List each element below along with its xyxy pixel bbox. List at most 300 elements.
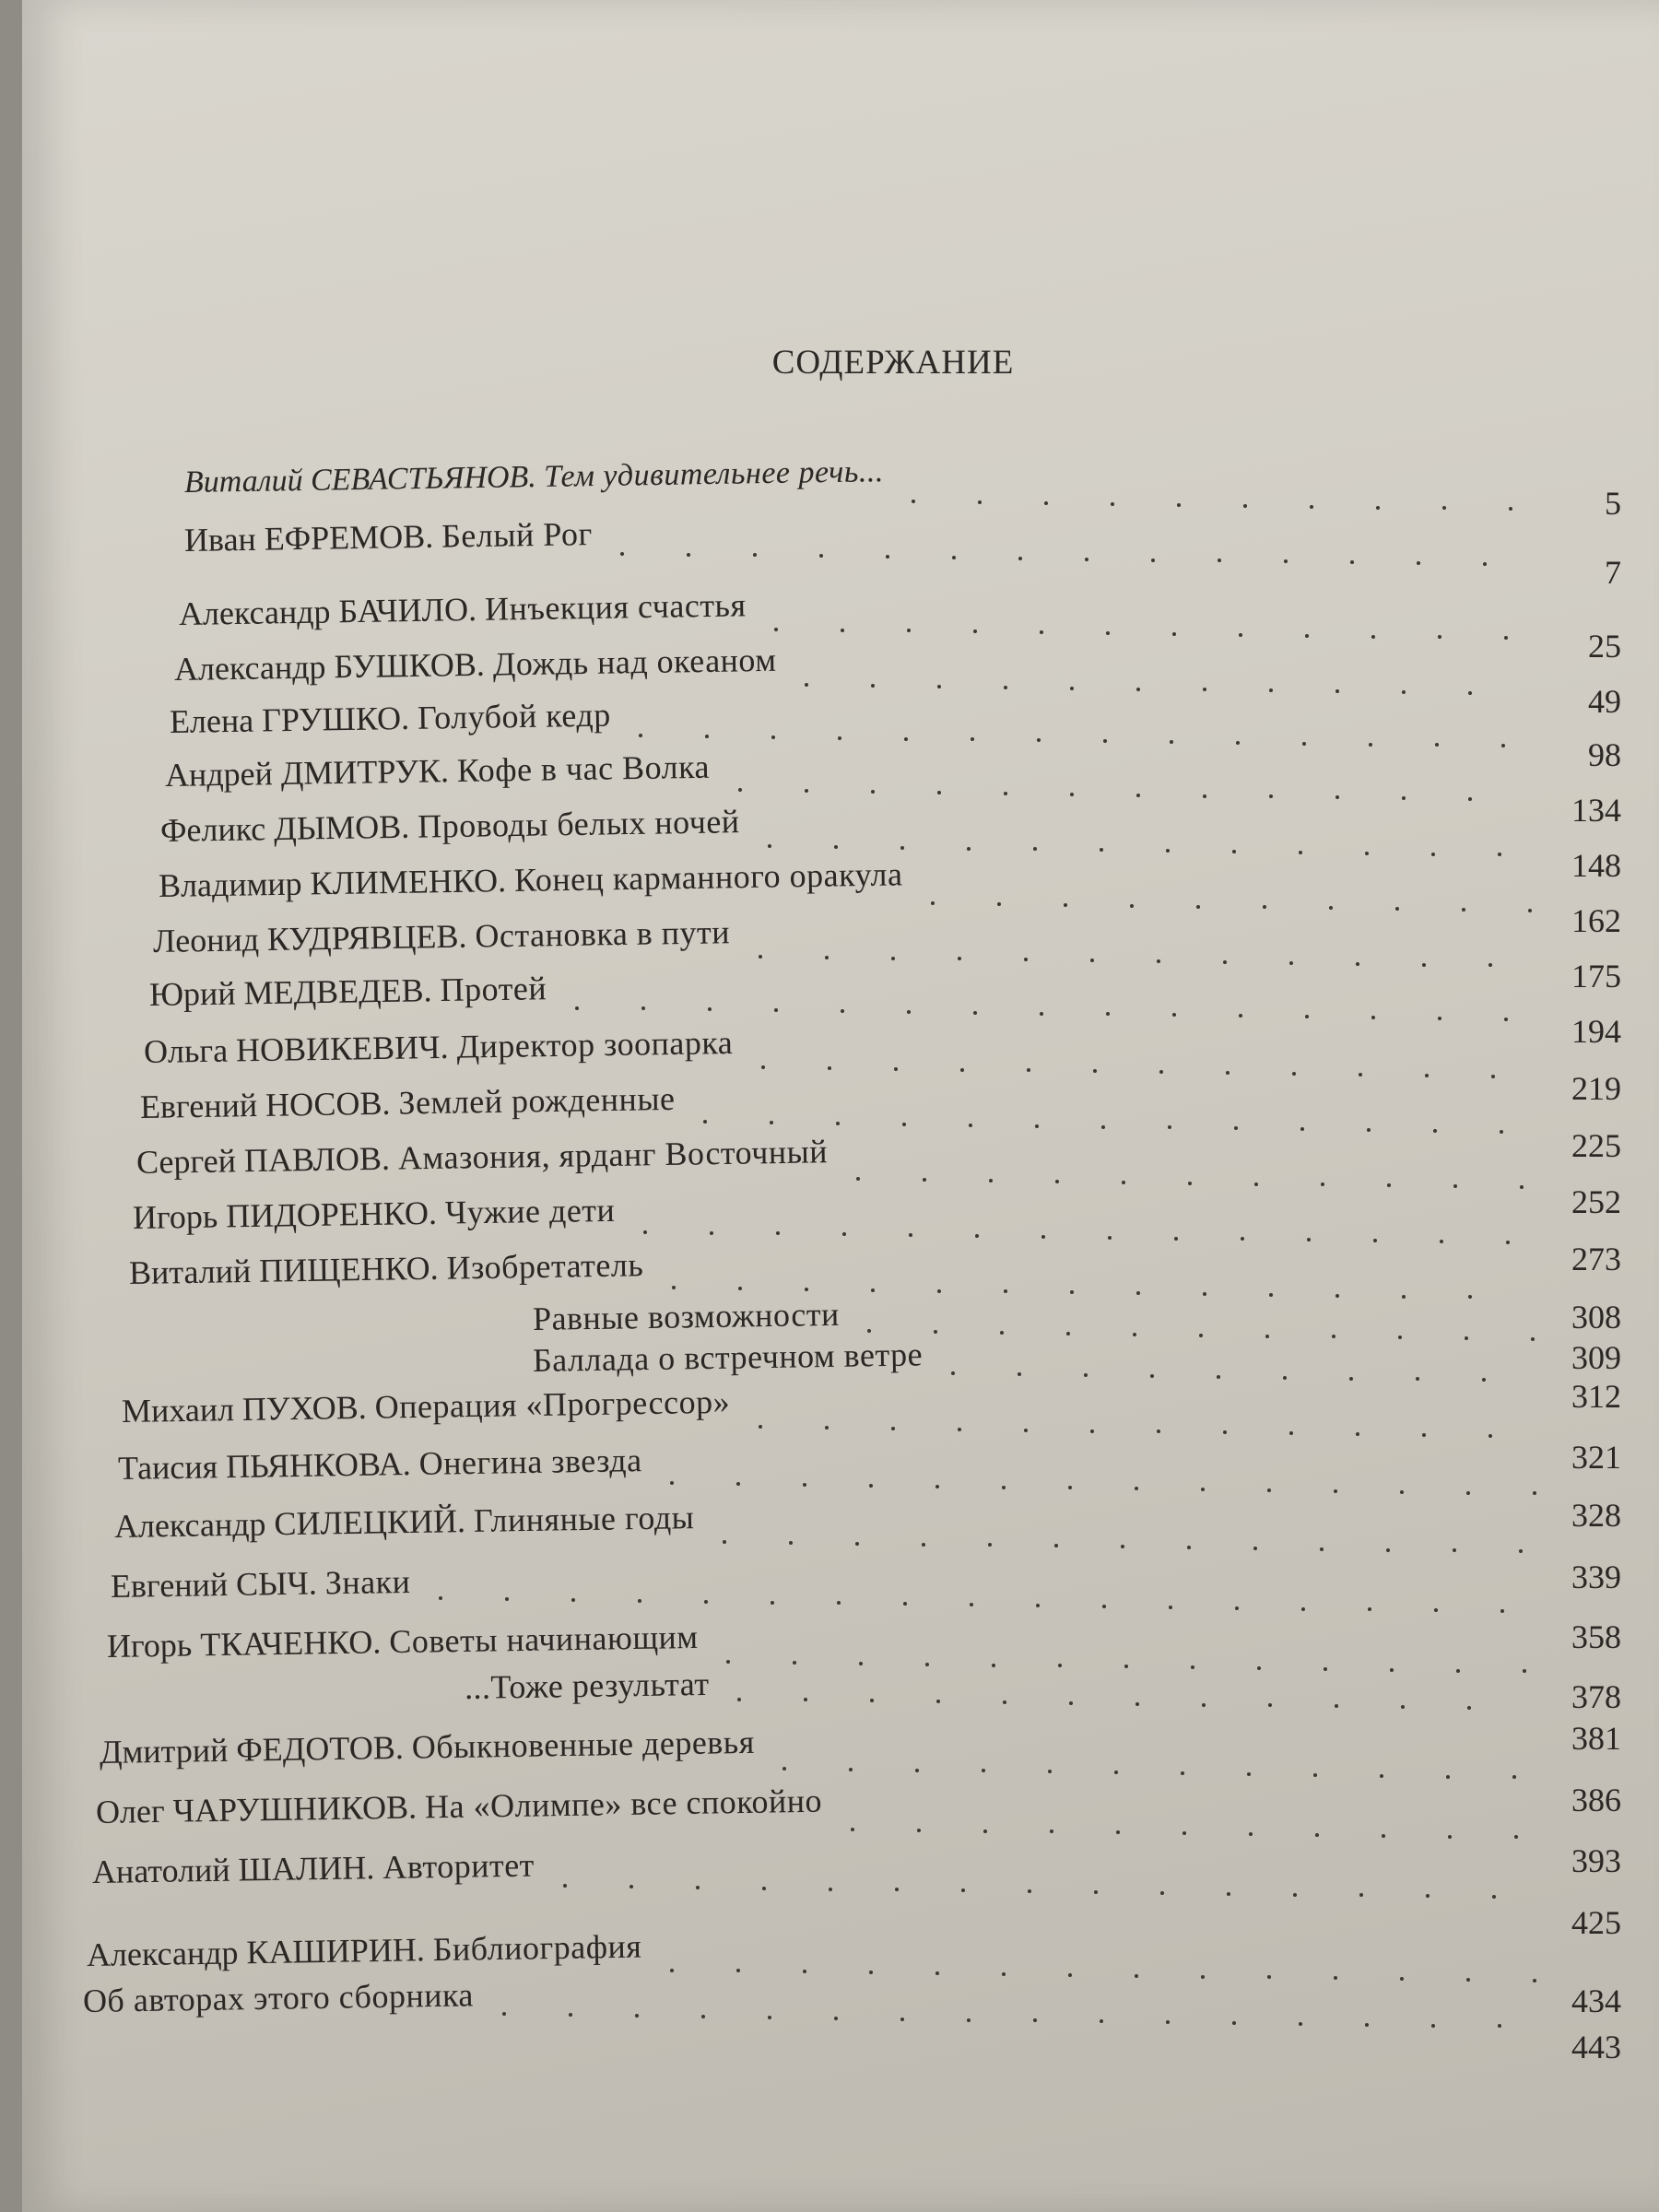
leader-dot	[1257, 1666, 1261, 1670]
leader-dot	[1133, 1333, 1136, 1336]
leader-dot	[894, 1067, 898, 1071]
leader-dot	[1367, 1128, 1371, 1132]
toc-entry	[174, 641, 777, 688]
leader-dot	[937, 685, 941, 688]
leader-dot	[1422, 963, 1426, 967]
leader-dot	[1004, 686, 1007, 689]
leader-dot	[762, 1887, 766, 1890]
leader-dot	[958, 957, 961, 960]
leader-dot	[1124, 1665, 1128, 1668]
leader-dot	[1425, 1074, 1429, 1077]
leader-dot	[1321, 1182, 1324, 1186]
leader-dot	[1365, 852, 1369, 855]
leader-dot	[970, 1603, 973, 1606]
leader-dot	[1369, 743, 1372, 747]
leader-dot	[726, 1660, 730, 1664]
leader-dot	[1523, 1669, 1526, 1673]
leader-dot	[1135, 1702, 1139, 1706]
leader-dot	[849, 1768, 853, 1771]
leader-dot	[1157, 1430, 1160, 1433]
toc-title: Изобретатель	[446, 1246, 644, 1287]
leader-dot	[828, 1066, 831, 1070]
leader-dot	[1103, 739, 1107, 743]
leader-dot	[643, 1230, 647, 1234]
leader-dot	[967, 2018, 971, 2022]
leader-dot	[1332, 1335, 1335, 1338]
leader-dot	[1249, 1832, 1253, 1836]
toc-entry	[149, 969, 547, 1014]
toc-entry	[96, 1782, 823, 1831]
leader-dot	[1371, 635, 1375, 639]
leader-dot	[1500, 1130, 1503, 1134]
leader-dot	[825, 1426, 829, 1430]
leader-dot	[935, 1971, 939, 1975]
leader-dot	[1356, 1432, 1359, 1436]
leader-dot	[1395, 907, 1399, 911]
leader-dot	[641, 1006, 645, 1010]
toc-page-number: 312	[1571, 1378, 1621, 1415]
leader-dot	[1313, 1773, 1317, 1777]
leader-dot	[1359, 1893, 1363, 1897]
leader-dot	[1239, 633, 1242, 637]
leader-dot	[1033, 2018, 1037, 2022]
toc-title: Знаки	[324, 1562, 411, 1602]
leader-dot	[1468, 797, 1472, 801]
leader-dot	[1387, 1183, 1391, 1187]
leader-dot	[1434, 1608, 1438, 1612]
toc-title: ...Тоже результат	[464, 1665, 710, 1706]
leader-dot	[1263, 905, 1266, 909]
leader-dot	[1315, 1833, 1319, 1837]
leader-dot	[793, 1661, 796, 1665]
leader-dot	[804, 1698, 807, 1701]
leader-dot	[770, 1121, 773, 1124]
leader-dot	[1382, 1834, 1385, 1838]
leader-dot	[1226, 1071, 1230, 1075]
leader-dot	[934, 1330, 937, 1334]
toc-author: Евгений НОСОВ.	[139, 1084, 391, 1125]
leader-dot	[723, 1540, 726, 1544]
leader-dot	[1431, 2024, 1435, 2028]
toc-author: Леонид КУДРЯВЦЕВ.	[152, 917, 467, 959]
leader-dot	[1093, 1069, 1097, 1073]
leader-dot	[1234, 1126, 1238, 1130]
leader-dot	[961, 1888, 965, 1892]
leader-dot	[1416, 1377, 1419, 1381]
leader-dot	[1438, 635, 1441, 639]
leader-dot	[1239, 1014, 1242, 1018]
leader-dot	[687, 553, 690, 557]
leader-dot	[973, 1011, 977, 1015]
leader-dot	[759, 1425, 762, 1429]
leader-dot	[771, 1601, 774, 1605]
leader-dot	[1160, 1891, 1164, 1895]
leader-dot	[923, 1178, 926, 1182]
leader-dot	[1135, 1974, 1138, 1978]
leader-dot	[768, 2016, 771, 2019]
toc-author: Владимир КЛИМЕНКО.	[158, 862, 507, 904]
page-title: СОДЕРЖАНИЕ	[771, 344, 1015, 382]
leader-dot	[1310, 505, 1313, 509]
leader-dot	[967, 847, 971, 851]
toc-author: Олег ЧАРУШНИКОВ.	[95, 1788, 418, 1830]
leader-dot	[1018, 557, 1022, 560]
toc-title: Тем удивительнее речь...	[543, 454, 885, 494]
toc-entry	[129, 1245, 644, 1292]
leader-dot	[1116, 1830, 1120, 1834]
leader-dot	[871, 1288, 875, 1292]
toc-author: Александр БУШКОВ.	[173, 645, 486, 688]
leader-dot	[736, 1482, 740, 1486]
toc-entry	[170, 695, 611, 741]
toc-page-number: 98	[1588, 736, 1621, 773]
toc-page-number: 219	[1571, 1070, 1621, 1107]
leader-dot	[1468, 691, 1472, 695]
toc-page-number: 148	[1571, 847, 1621, 884]
leader-dot	[803, 1970, 806, 1973]
toc-page-number: 134	[1571, 792, 1621, 829]
toc-author: Евгений СЫЧ.	[110, 1564, 318, 1605]
toc-title: Баллада о встречном ветре	[532, 1335, 924, 1379]
leader-dot	[1466, 1978, 1470, 1982]
leader-dot	[1488, 1434, 1492, 1438]
leader-dot	[1136, 794, 1140, 797]
toc-author: Анатолий ШАЛИН.	[91, 1849, 375, 1890]
leader-dot	[1172, 632, 1176, 636]
leader-dot	[870, 1699, 874, 1702]
toc-title: Протей	[440, 970, 547, 1009]
toc-page-number: 308	[1571, 1299, 1621, 1335]
toc-page-number: 358	[1571, 1618, 1621, 1655]
leader-dot	[1203, 1292, 1206, 1296]
leader-dot	[1203, 688, 1206, 691]
leader-dot	[1114, 1771, 1118, 1774]
leader-dot	[909, 1233, 912, 1237]
leader-dot	[1302, 742, 1306, 746]
leader-dot	[759, 955, 762, 959]
leader-dot	[761, 1065, 765, 1069]
leader-dot	[670, 1481, 674, 1485]
leader-dot	[1422, 1433, 1426, 1437]
toc-page-number: 252	[1571, 1183, 1621, 1220]
leader-dot	[973, 629, 977, 633]
toc-title: На «Олимпе» все спокойно	[424, 1782, 823, 1826]
leader-dot	[1435, 743, 1439, 747]
toc-entry	[533, 1335, 924, 1380]
leader-dot	[638, 1599, 641, 1603]
leader-dot	[969, 1124, 972, 1127]
leader-dot	[1070, 1290, 1074, 1294]
leader-dot	[855, 1542, 859, 1546]
leader-dot	[768, 844, 771, 848]
leader-dot	[1498, 853, 1501, 856]
leader-dot	[837, 1601, 841, 1605]
leader-dot	[1002, 1972, 1006, 1976]
leader-dot	[859, 1662, 863, 1665]
leader-dot	[1218, 559, 1221, 562]
leader-dot	[1504, 1018, 1508, 1021]
toc-title: Голубой кедр	[417, 696, 611, 736]
leader-dot	[1386, 1548, 1390, 1552]
leader-dot	[1519, 1549, 1523, 1553]
leader-dot	[1170, 740, 1173, 744]
leader-dot	[1201, 1488, 1205, 1491]
leader-dot	[439, 1596, 442, 1600]
leader-dot	[900, 2018, 904, 2021]
toc-author: Феликс ДЫМОВ.	[159, 807, 410, 849]
leader-dot	[958, 1428, 961, 1431]
leader-dot	[1267, 1488, 1271, 1492]
toc-title: Проводы белых ночей	[417, 803, 740, 845]
leader-dot	[704, 1600, 708, 1604]
leader-dot	[1376, 506, 1380, 510]
leader-dot	[1048, 1770, 1052, 1773]
leader-dot	[1438, 1017, 1441, 1020]
leader-dot	[834, 845, 838, 849]
toc-author: Виталий СЕВАСТЬЯНОВ.	[183, 460, 537, 500]
leader-dot	[1040, 630, 1043, 634]
toc-title: Остановка в пути	[475, 913, 731, 955]
leader-dot	[563, 1884, 567, 1888]
leader-dot	[701, 2015, 705, 2018]
leader-dot	[1084, 1373, 1088, 1377]
leader-dot	[1181, 1771, 1184, 1775]
leader-dot	[907, 1010, 911, 1014]
leader-dot	[1024, 958, 1028, 961]
leader-dot	[1044, 501, 1048, 505]
leader-dot	[1055, 1180, 1059, 1183]
leader-dot	[1201, 1975, 1205, 1979]
toc-title: Землей рожденные	[398, 1079, 676, 1122]
leader-dot	[891, 1427, 895, 1430]
toc-page-number: 175	[1571, 958, 1621, 994]
leader-dot	[1265, 1335, 1269, 1338]
leader-dot	[867, 1329, 871, 1333]
leader-dot	[1305, 1015, 1309, 1018]
leader-dot	[708, 1007, 712, 1011]
leader-dot	[1232, 850, 1236, 853]
leader-dot	[1426, 1894, 1430, 1898]
toc-page-number: 225	[1571, 1127, 1621, 1164]
leader-dot	[1040, 1012, 1043, 1016]
leader-dot	[1468, 1295, 1472, 1299]
leader-dot	[1070, 793, 1074, 796]
leader-dot	[1300, 1127, 1304, 1131]
leader-dot	[1301, 1607, 1305, 1611]
leader-dot	[1069, 1701, 1073, 1705]
toc-title: Обыкновенные деревья	[411, 1723, 756, 1766]
leader-dot	[891, 957, 895, 960]
leader-dot	[1488, 963, 1492, 967]
leader-dot	[1402, 796, 1406, 800]
leader-dot	[1453, 1184, 1457, 1188]
leader-dot	[1101, 1125, 1105, 1129]
leader-dot	[869, 1971, 873, 1974]
leader-dot	[1004, 792, 1007, 795]
leader-dot	[1359, 1073, 1362, 1077]
leader-dot	[925, 1663, 929, 1666]
leader-dot	[1417, 561, 1420, 565]
toc-author: Таисия ПЬЯНКОВА.	[117, 1445, 412, 1487]
toc-entry	[153, 912, 731, 960]
toc-author: Михаил ПУХОВ.	[121, 1388, 367, 1430]
leader-dot	[1402, 690, 1406, 694]
leader-dot	[1269, 794, 1273, 798]
leader-dot	[635, 2014, 639, 2018]
toc-page-number: 328	[1571, 1497, 1621, 1534]
toc-entry	[114, 1498, 695, 1546]
leader-dot	[982, 1769, 985, 1772]
toc-title: Конец карманного оракула	[513, 855, 903, 899]
leader-dot	[1151, 559, 1155, 562]
toc-author: Александр БАЧИЛО.	[178, 590, 477, 632]
toc-page-number: 49	[1588, 683, 1621, 720]
leader-dot	[703, 1120, 707, 1124]
leader-dot	[1094, 1890, 1098, 1894]
leader-dot	[1068, 1486, 1072, 1489]
toc-page-number: 381	[1571, 1720, 1621, 1757]
leader-dot	[1050, 1830, 1053, 1833]
leader-dot	[1512, 1775, 1516, 1779]
toc-entry	[111, 1562, 411, 1606]
leader-dot	[1169, 1606, 1172, 1609]
leader-dot	[1289, 1431, 1293, 1435]
leader-dot	[836, 1122, 840, 1125]
leader-dot	[1058, 1664, 1062, 1667]
leader-dot	[1033, 847, 1037, 851]
leader-dot	[620, 552, 624, 556]
toc-author: Юрий МЕДВЕДЕВ.	[148, 971, 432, 1013]
book-page	[22, 0, 1659, 2212]
leader-dot	[569, 2013, 572, 2017]
leader-dot	[1371, 1016, 1375, 1019]
leader-dot	[1157, 959, 1160, 963]
toc-title: Дождь над океаном	[492, 641, 777, 683]
leader-dot	[992, 1664, 995, 1667]
toc-title: Инъекция счастья	[484, 586, 747, 628]
leader-dot	[834, 2017, 838, 2020]
leader-dot	[1100, 2019, 1103, 2023]
leader-dot	[1269, 688, 1273, 692]
toc-page-number: 339	[1571, 1559, 1621, 1595]
leader-dot	[1466, 1491, 1470, 1495]
leader-dot	[1402, 1295, 1406, 1299]
toc-author: Андрей ДМИТРУК.	[164, 752, 450, 794]
toc-entry	[179, 585, 747, 633]
leader-dot	[738, 1287, 742, 1290]
leader-dot	[975, 1234, 979, 1238]
leader-dot	[1324, 1667, 1327, 1671]
leader-dot	[1066, 1332, 1070, 1335]
leader-dot	[917, 1829, 921, 1832]
leader-dot	[1203, 794, 1206, 798]
toc-title: Библиография	[432, 1927, 642, 1969]
toc-author: Игорь ПИДОРЕНКО.	[132, 1194, 438, 1236]
toc-entry	[100, 1723, 755, 1771]
leader-dot	[1166, 2020, 1170, 2024]
leader-dot	[1090, 1430, 1094, 1433]
leader-dot	[1182, 1831, 1186, 1835]
toc-entry	[144, 1023, 734, 1071]
leader-dot	[1135, 1487, 1138, 1490]
leader-dot	[1400, 1977, 1404, 1981]
leader-dot	[1100, 848, 1103, 852]
leader-dot	[907, 629, 911, 632]
toc-title: Глиняные годы	[473, 1499, 695, 1539]
leader-dot	[1018, 1372, 1021, 1376]
leader-dot	[1307, 1238, 1311, 1241]
leader-dot	[1217, 1375, 1220, 1379]
leader-dot	[1177, 503, 1181, 507]
leader-dot	[1320, 1547, 1324, 1551]
leader-dot	[505, 1597, 509, 1601]
leader-dot	[1187, 1546, 1191, 1549]
leader-dot	[1446, 1775, 1450, 1779]
leader-dot	[983, 1830, 987, 1833]
leader-dot	[1003, 1700, 1006, 1704]
toc-page-number: 434	[1571, 1983, 1621, 2019]
leader-dot	[1223, 960, 1227, 964]
leader-dot	[1293, 1893, 1297, 1897]
toc-page-number: 162	[1571, 902, 1621, 939]
leader-dot	[1037, 738, 1041, 742]
leader-dot	[1501, 744, 1505, 747]
leader-dot	[1068, 1973, 1072, 1977]
toc-page-number: 194	[1571, 1013, 1621, 1050]
leader-dot	[1004, 1289, 1007, 1293]
toc-title: Советы начинающим	[388, 1618, 699, 1661]
leader-dot	[1159, 1070, 1163, 1074]
toc-page-number: 378	[1571, 1678, 1621, 1715]
leader-dot	[1335, 1294, 1339, 1298]
toc-author: Александр СИЛЕЦКИЙ.	[113, 1502, 466, 1545]
leader-dot	[1108, 1236, 1112, 1240]
leader-dot	[952, 556, 956, 559]
leader-dot	[1253, 1547, 1257, 1550]
leader-dot	[1335, 795, 1339, 799]
leader-dot	[842, 1232, 846, 1236]
toc-page-number: 425	[1571, 1904, 1621, 1941]
leader-dot	[736, 1969, 740, 1972]
leader-dot	[1168, 1125, 1171, 1129]
leader-dot	[978, 500, 982, 504]
toc-author: Александр КАШИРИН.	[86, 1931, 426, 1973]
leader-dot	[900, 846, 904, 850]
leader-dot	[1267, 1975, 1271, 1979]
leader-dot	[705, 735, 709, 738]
leader-dot	[1223, 1430, 1227, 1434]
leader-dot	[856, 1177, 860, 1181]
leader-dot	[1028, 1889, 1031, 1893]
toc-entry	[160, 802, 740, 850]
leader-dot	[1106, 631, 1110, 635]
leader-dot	[1292, 1072, 1296, 1076]
leader-dot	[1440, 1240, 1443, 1243]
leader-dot	[1085, 558, 1088, 561]
toc-author: Иван ЕФРЕМОВ.	[183, 517, 434, 559]
leader-dot	[1349, 1377, 1353, 1381]
leader-dot	[937, 1289, 941, 1293]
leader-dot	[1533, 1491, 1536, 1495]
toc-entry	[107, 1618, 699, 1665]
leader-dot	[1102, 1605, 1106, 1608]
leader-dot	[1329, 906, 1333, 910]
leader-dot	[639, 734, 642, 737]
leader-dot	[1227, 1892, 1230, 1896]
toc-page-number: 309	[1571, 1339, 1621, 1376]
toc-entry	[118, 1441, 642, 1488]
toc-page-number: 393	[1571, 1842, 1621, 1879]
